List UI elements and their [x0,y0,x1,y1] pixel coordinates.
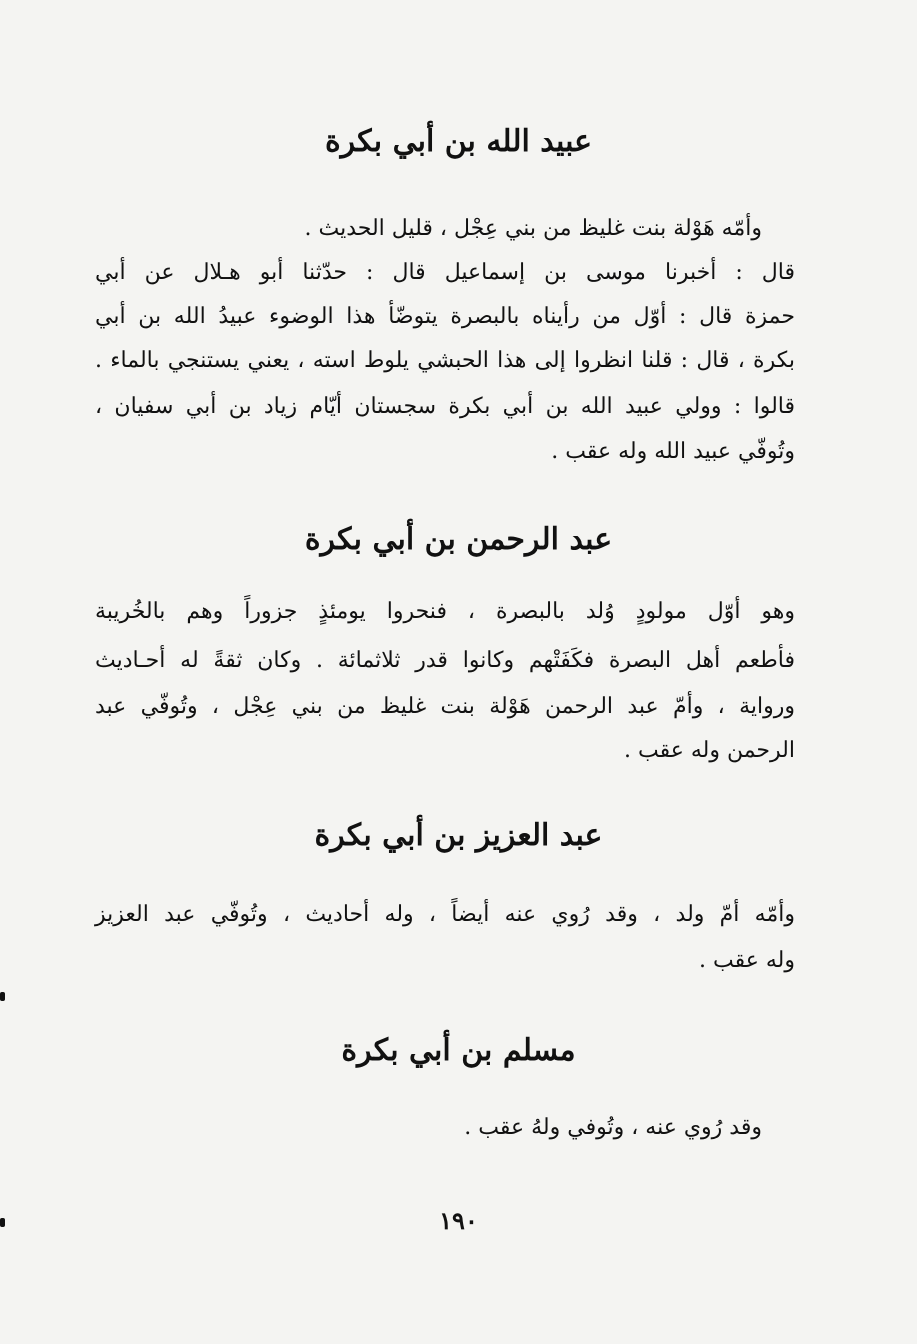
section-1-line-6: وتُوفّي عبيد الله وله عقب . [551,439,795,464]
section-1-line-1: وأمّه هَوْلة بنت غليظ من بني عِجْل ، قليل الحديث . [304,216,762,241]
section-3-line-2: وله عقب . [699,948,795,973]
scan-margin-mark-upper [0,992,5,1001]
section-1-line-5: قالوا : وولي عبيد الله بن أبي بكرة سجستان أيّام زياد بن أبي سفيان ، [95,394,795,419]
section-title-abdulaziz: عبد العزيز بن أبي بكرة [314,818,603,853]
section-title-ubaidullah: عبيد الله بن أبي بكرة [324,124,593,159]
section-1-line-2: قال : أخبرنا موسى بن إسماعيل قال : حدّثنا أبو هـلال عن أبي [95,260,795,285]
section-title-abdulrahman: عبد الرحمن بن أبي بكرة [304,522,613,557]
scan-margin-mark-lower [0,1218,5,1227]
section-1-line-3: حمزة قال : أوّل من رأيناه بالبصرة يتوضّأ هذا الوضوء عبيدُ الله بن أبي [95,304,795,329]
section-2-line-1: وهو أوّل مولودٍ وُلد بالبصرة ، فنحروا يومئذٍ جزوراً وهم بالخُريبة [95,599,795,624]
section-title-muslim: مسلم بن أبي بكرة [341,1033,576,1068]
section-2-line-2: فأطعم أهل البصرة فكَفَتْهم وكانوا قدر ثلاثمائة . وكان ثقةً له أحـاديث [95,648,795,673]
section-1-line-4: بكرة ، قال : قلنا انظروا إلى هذا الحبشي يلوط استه ، يعني يستنجي بالماء . [95,348,795,373]
page-number: ١٩٠ [439,1206,478,1235]
section-2-line-4: الرحمن وله عقب . [624,738,795,763]
section-3-line-1: وأمّه أمّ ولد ، وقد رُوي عنه أيضاً ، وله أحاديث ، وتُوفّي عبد العزيز [95,902,795,927]
section-2-line-3: ورواية ، وأمّ عبد الرحمن هَوْلة بنت غليظ من بني عِجْل ، وتُوفّي عبد [95,694,795,719]
section-4-line-1: وقد رُوي عنه ، وتُوفي ولهُ عقب . [464,1115,762,1140]
